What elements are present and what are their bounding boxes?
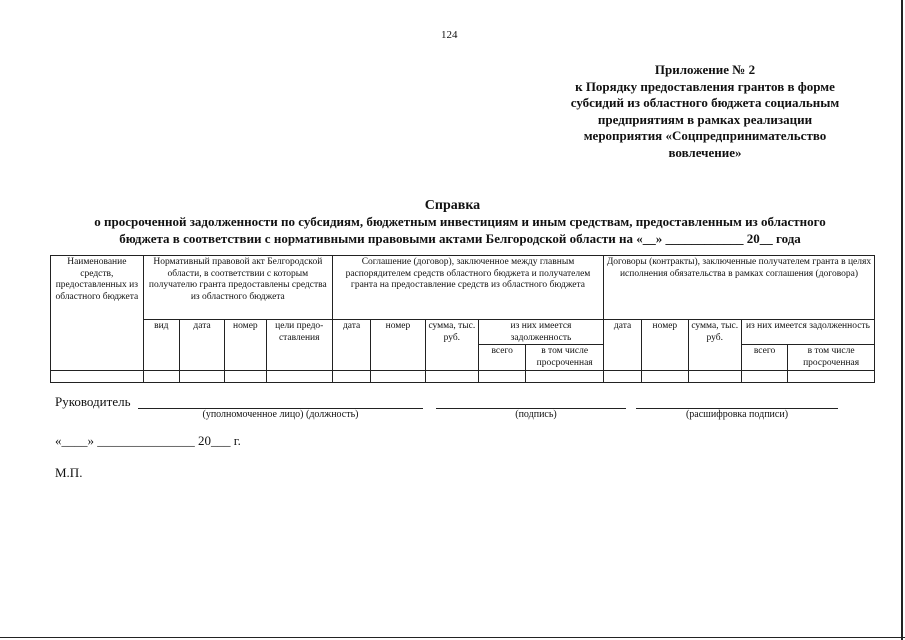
table-cell: [225, 371, 266, 383]
page-edge-right: [901, 0, 903, 640]
table-cell: [51, 371, 144, 383]
table-cell: [425, 371, 478, 383]
table-cell: [788, 371, 875, 383]
caption-decoding: (расшифровка подписи): [685, 409, 789, 420]
header-act-purpose: цели предо-ставления: [266, 320, 332, 371]
table-cell: [603, 371, 641, 383]
header-legal-act: Нормативный правовой акт Белгородской области, в соответствии с которым получателю гранта предоставлены средства из областного бюджета: [143, 256, 332, 320]
table-cell: [266, 371, 332, 383]
table-row: [51, 371, 875, 383]
document-subtitle: [20, 214, 900, 247]
table-cell: [143, 371, 179, 383]
header-con-overdue: в том числе просроченная: [788, 345, 875, 371]
header-con-total: всего: [741, 345, 787, 371]
header-fund-name: Наименование средств, предоставленных из областного бюджета: [51, 256, 144, 371]
table-cell: [642, 371, 688, 383]
table-cell: [688, 371, 741, 383]
header-act-date: дата: [179, 320, 224, 371]
date-line: «____» _______________ 20___ г.: [55, 433, 241, 448]
subtitle-line: о просроченной задолженности по субсидиям, бюджетным инвестициям и иным средствам, предоставленным из областного: [94, 214, 826, 229]
header-con-number: номер: [642, 320, 688, 371]
stamp-label: М.П.: [55, 465, 83, 480]
header-agr-sum: сумма, тыс. руб.: [425, 320, 478, 371]
header-act-type: вид: [143, 320, 179, 371]
caption-position: (уполномоченное лицо) (должность): [202, 409, 359, 420]
header-contracts: Договоры (контракты), заключенные получателем гранта в целях исполнения обязательства в рамках соглашения (договора): [603, 256, 874, 320]
header-agreement: Соглашение (договор), заключенное между главным распорядителем средств областного бюджета и получателем гранта на предоставление средств из областного бюджета: [332, 256, 603, 320]
header-agr-date: дата: [332, 320, 370, 371]
subtitle-line: бюджета в соответствии с нормативными правовыми актами Белгородской области на «__» ____________ 20__ года: [119, 230, 801, 246]
appendix-line: вовлечение»: [668, 144, 742, 160]
header-agr-overdue: в том числе просроченная: [526, 345, 604, 371]
head-label: Руководитель: [55, 394, 131, 409]
appendix-block: [545, 62, 865, 161]
report-table: [50, 255, 875, 383]
page-number: 124: [441, 29, 458, 41]
header-con-debt: из них имеется задолженность: [741, 320, 874, 345]
header-con-sum: сумма, тыс. руб.: [688, 320, 741, 371]
appendix-line: к Порядку предоставления грантов в форме: [575, 78, 835, 94]
appendix-line: субсидий из областного бюджета социальным: [570, 95, 840, 110]
table-cell: [741, 371, 787, 383]
table-cell: [179, 371, 224, 383]
header-agr-total: всего: [479, 345, 526, 371]
table-cell: [332, 371, 370, 383]
table-cell: [371, 371, 425, 383]
header-con-date: дата: [603, 320, 641, 371]
page-edge-bottom: [0, 637, 905, 638]
header-agr-debt: из них имеется задолженность: [479, 320, 604, 345]
appendix-line: Приложение № 2: [654, 62, 756, 77]
appendix-line: предприятиям в рамках реализации: [597, 111, 813, 127]
appendix-line: мероприятия «Соцпредпринимательство: [583, 128, 827, 143]
caption-signature: (подпись): [515, 409, 557, 420]
header-agr-number: номер: [371, 320, 425, 371]
document-title: Справка: [424, 198, 481, 213]
table-cell: [479, 371, 526, 383]
header-act-number: номер: [225, 320, 266, 371]
table-cell: [526, 371, 604, 383]
